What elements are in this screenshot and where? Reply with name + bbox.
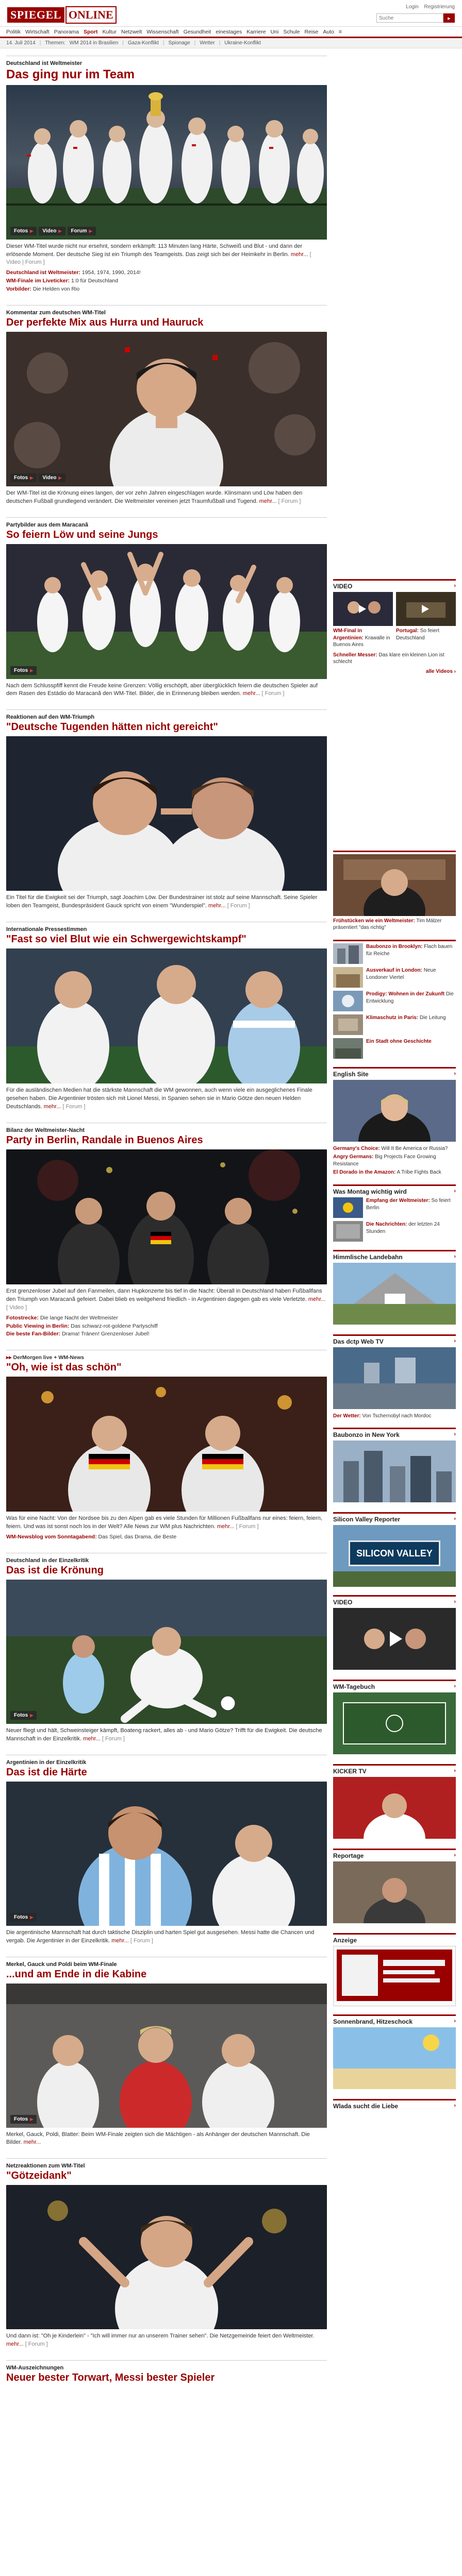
article-teaser: Merkel, Gauck, Poldi, Blatter: Beim WM-Finale zeigten sich die Mächtigen - als Anhänger der deutschen Mannschaft. Die Bilder. mehr... <box>6 2131 310 2146</box>
spiegel-online-logo[interactable] <box>7 6 117 24</box>
article-kicker: Bilanz der Weltmeister-Nacht <box>6 1127 85 1134</box>
sidebar-sonnenbrand <box>333 2014 456 2091</box>
more-link[interactable]: mehr... <box>259 498 277 504</box>
related-link[interactable]: WM-Newsblog vom Sonntagabend: Das Spiel, das Drama, die Beste <box>6 1534 177 1540</box>
nav-item-wirtschaft[interactable]: Wirtschaft <box>25 28 50 35</box>
main-column <box>6 56 327 2395</box>
article-teaser: Was für eine Nacht: Von der Nordsee bis zu den Alpen gab es viele Stunden für Millionen Fußballfans nur eines: feiern, feiern, feiern. Und was ist sonst noch los in der Welt? Alle News zur WM plus Nachrichten. mehr... [ Forum ] <box>6 1515 322 1530</box>
interview-caption[interactable]: Frühstücken wie ein Weltmeister: Tim Mälzer präsentiert "das richtig" <box>333 918 442 930</box>
night-photo[interactable] <box>6 1149 327 1284</box>
team-celebration-photo[interactable] <box>6 85 327 240</box>
related-links <box>6 1314 327 1338</box>
photo-illustration <box>6 85 327 240</box>
related-link[interactable]: Vorbilder: Die Helden von Rio <box>6 285 80 292</box>
menu-icon[interactable]: ≡ <box>338 28 342 35</box>
sidebar-title[interactable]: Baubonzo in New York › <box>333 1431 456 1438</box>
play-icon: ▶ <box>30 1713 34 1718</box>
topics-label: Themen: <box>45 40 65 46</box>
video-teaser[interactable] <box>333 592 393 649</box>
media-buttons <box>10 227 98 235</box>
more-link[interactable]: mehr... <box>111 1937 129 1944</box>
sidebar-webtv <box>333 1334 456 1420</box>
live-icon: ▸▸ <box>6 1354 12 1361</box>
photo-illustration <box>6 1984 327 2128</box>
photos-button[interactable]: Fotos ▶ <box>10 1913 37 1922</box>
article-net-reactions <box>6 2158 327 2349</box>
article-party <box>6 517 327 699</box>
article-kicker: Kommentar zum deutschen WM-Titel <box>6 309 106 316</box>
link-list <box>333 1197 456 1242</box>
article-awards <box>6 2360 327 2384</box>
list-item[interactable]: Die Nachrichten: der letzten 24 Stunden <box>333 1221 456 1242</box>
list-item[interactable]: Ein Stadt ohne Geschichte <box>333 1038 456 1059</box>
reportage-photo[interactable] <box>333 1861 456 1923</box>
sidebar-english <box>333 1067 456 1176</box>
article-headline[interactable]: "Fast so viel Blut wie ein Schwergewichtskampf" <box>6 934 246 945</box>
article-meta[interactable]: [ Forum ] <box>130 1937 153 1944</box>
chevron-right-icon: › <box>454 1188 456 1194</box>
photo-illustration <box>6 2185 327 2329</box>
topic-ukraine[interactable]: Ukraine-Konflikt <box>224 40 261 46</box>
video-photo[interactable] <box>333 1608 456 1670</box>
english-site-photo[interactable] <box>333 1080 456 1142</box>
sub-nav <box>0 38 462 48</box>
sidebar-title[interactable]: Himmlische Landebahn › <box>333 1253 456 1261</box>
sidebar-title[interactable]: Silicon Valley Reporter › <box>333 1516 456 1523</box>
chevron-right-icon: › <box>454 2103 456 2109</box>
separator: | <box>162 40 164 46</box>
article-meta[interactable]: [ Forum ] <box>25 2341 48 2348</box>
silicon-valley-sign: SILICON VALLEY <box>349 1540 440 1566</box>
register-link[interactable]: Registrierung <box>424 4 455 10</box>
article-meta[interactable]: [ Forum ] <box>236 1523 259 1530</box>
list-item[interactable]: Prodigy: Wohnen in der Zukunft Die Entwicklung <box>333 991 456 1011</box>
article-meta[interactable]: [ Video | Forum ] <box>6 251 311 266</box>
separator: | <box>39 40 41 46</box>
video-button[interactable]: Video ▶ <box>39 227 65 235</box>
article-meta[interactable]: [ Forum ] <box>227 903 250 909</box>
chevron-right-icon: › <box>454 1253 456 1260</box>
article-meta[interactable]: [ Video ] <box>6 1304 27 1311</box>
video-button[interactable]: Video ▶ <box>39 473 65 482</box>
chevron-right-icon: › <box>454 1768 456 1774</box>
more-link[interactable]: mehr... <box>308 1296 326 1303</box>
sidebar-title[interactable]: Was Montag wichtig wird › <box>333 1188 456 1195</box>
article-teaser: Ein Titel für die Ewigkeit sei der Triumph, sagt Joachim Löw. Der Bundestrainer ist stolz auf seine Mannschaft. Seine Spieler loben den Teamgeist, Bundespräsident Gauck spricht von einem "Wunderspiel". mehr... [ Forum ] <box>6 894 318 909</box>
related-links <box>6 1533 327 1541</box>
sidebar-title[interactable]: VIDEO › <box>333 1599 456 1606</box>
article-kicker: Merkel, Gauck und Poldi beim WM-Finale <box>6 1961 117 1968</box>
play-icon: ▶ <box>58 228 62 233</box>
landebahn-photo[interactable] <box>333 1263 456 1325</box>
media-buttons <box>10 666 39 675</box>
advertisement[interactable] <box>333 1946 456 2006</box>
interview-photo[interactable] <box>333 854 456 916</box>
list-item[interactable]: Baubonzo in Brooklyn: Flach bauen für Reiche <box>333 943 456 964</box>
wm-tagebuch-photo[interactable] <box>333 1692 456 1754</box>
all-videos-link[interactable]: alle Videos › <box>425 668 456 674</box>
more-link[interactable]: mehr... <box>242 690 260 697</box>
video-caption: Portugal: So feiert Deutschland <box>396 628 439 641</box>
ad-image <box>337 1950 452 2001</box>
topic-wm-2014[interactable]: WM 2014 in Brasilien <box>69 40 119 46</box>
nav-item-gesundheit[interactable]: Gesundheit <box>183 28 211 35</box>
video-teaser[interactable] <box>396 592 456 649</box>
article-press <box>6 922 327 1111</box>
login-link[interactable]: Login <box>406 4 419 10</box>
play-icon: ▶ <box>30 228 34 233</box>
article-kicker: Internationale Pressestimmen <box>6 926 87 933</box>
silicon-valley-photo[interactable] <box>333 1525 456 1587</box>
masthead <box>0 0 462 27</box>
kicker-tv-photo[interactable] <box>333 1777 456 1839</box>
sidebar-title: Anzeige <box>333 1937 357 1944</box>
article-night <box>6 1123 327 1338</box>
photo-illustration <box>6 1149 327 1284</box>
article-teaser: Nach dem Schlusspfiff kennt die Freude keine Grenzen: Völlig erschöpft, aber überglücklich feiern die deutschen Spieler auf dem Rasen des Estádio do Maracanã den WM-Titel. Bilder, die in Erinnerung bleiben werden. mehr... [ Forum ] <box>6 682 318 697</box>
video-thumbnail <box>396 592 456 626</box>
sidebar-title[interactable]: Das dctp Web TV › <box>333 1337 456 1345</box>
article-kicker: Netzreaktionen zum WM-Titel <box>6 2163 85 2170</box>
article-headline[interactable]: ...und am Ende in die Kabine <box>6 1968 147 1980</box>
chevron-right-icon: › <box>454 1683 456 1689</box>
related-link[interactable]: Fotostrecke: Die lange Nacht der Weltmeister <box>6 1314 118 1321</box>
sidebar-was-montag <box>333 1184 456 1242</box>
list-item[interactable]: Ausverkauf in London: Neue Londoner Viertel <box>333 967 456 988</box>
media-buttons <box>10 2115 39 2124</box>
article-teaser: Und dann ist: "Oh je Kinderlein" - "Ich will immer nur an unserem Trainer sehen". Die Netzgemeinde feiert den Weltmeister. mehr... [ Forum ] <box>6 2333 315 2348</box>
sidebar-title[interactable]: KICKER TV › <box>333 1768 456 1775</box>
related-link[interactable]: Die beste Fan-Bilder: Drama! Tränen! Grenzenloser Jubel! <box>6 1331 150 1337</box>
link-list <box>333 943 456 1059</box>
sidebar-interview <box>333 851 456 931</box>
press-photo[interactable] <box>6 948 327 1083</box>
topic-gaza[interactable]: Gaza-Konflikt <box>127 40 159 46</box>
article-merkel-gauck <box>6 1957 327 2147</box>
sidebar-title[interactable]: Sonnenbrand, Hitzeschock › <box>333 2018 456 2025</box>
play-icon: ▶ <box>89 228 92 233</box>
english-caption[interactable]: Angry Germans: Big Projects Face Growing Resistance <box>333 1154 436 1167</box>
photo-illustration <box>6 1580 327 1724</box>
related-links <box>6 269 327 293</box>
sidebar-himmlische-landebahn <box>333 1250 456 1326</box>
nav-item-reise[interactable]: Reise <box>304 28 319 35</box>
photo-illustration <box>6 1377 327 1512</box>
more-link[interactable]: mehr... <box>83 1735 101 1742</box>
article-player-ratings-germany <box>6 1553 327 1743</box>
article-meta[interactable]: [ Forum ] <box>261 690 285 697</box>
main-nav <box>0 27 462 38</box>
article-headline[interactable]: So feiern Löw und seine Jungs <box>6 529 158 540</box>
article-headline[interactable]: Das ging nur im Team <box>6 67 135 81</box>
chevron-right-icon: › <box>454 1516 456 1522</box>
sidebar <box>333 56 456 2118</box>
sidebar-list <box>333 940 456 1059</box>
article-kicker: Deutschland in der Einzelkritik <box>6 1557 89 1564</box>
video-caption: WM-Final in Argentinien: Krawalle in Buenos Aires <box>333 628 390 648</box>
article-teaser: Der WM-Titel ist die Krönung eines langen, der vor zehn Jahren eingeschlagen wurde. Klinsmann und Löw haben den deutschen Fußball grundlegend verändert. Die Weltmeister vereinen jetzt Traumfußball und Tugend. mehr... [ Forum ] <box>6 489 303 504</box>
article-headline[interactable]: "Götzeidank" <box>6 2170 72 2182</box>
sidebar-title[interactable]: Reportage › <box>333 1852 456 1859</box>
more-link[interactable]: mehr... <box>23 2139 41 2146</box>
nav-item-einestages[interactable]: einestages <box>216 28 242 35</box>
ground <box>333 1571 456 1587</box>
photos-button[interactable]: Fotos ▶ <box>10 227 37 235</box>
article-teaser: Für die ausländischen Medien hat die stärkste Mannschaft die WM gewonnen, auch wenn viele ein ausgeglichenes Finale gesehen haben. Die Argentinier trösten sich mit Lionel Messi, in Spanien sehen sie in Mario Götze den neuen Helden Deutschlands. mehr... [ Forum ] <box>6 1087 312 1110</box>
article-headline[interactable]: Das ist die Krönung <box>6 1564 104 1576</box>
play-icon: ▶ <box>58 475 62 480</box>
sidebar-baubonzo <box>333 1428 456 1504</box>
article-headline[interactable]: Neuer bester Torwart, Messi bester Spieler <box>6 2372 215 2384</box>
party-photo[interactable] <box>6 544 327 679</box>
article-lead <box>6 56 327 294</box>
video-thumbnail <box>333 592 393 626</box>
nav-item-uni[interactable]: Uni <box>270 28 279 35</box>
nav-item-auto[interactable]: Auto <box>323 28 334 35</box>
date-label: 14. Juli 2014 <box>6 40 36 46</box>
video-caption[interactable]: Schneller Messer: Das klare ein kleinen Lion ist schlecht <box>333 652 444 665</box>
photos-button[interactable]: Fotos ▶ <box>10 473 37 482</box>
photos-button[interactable]: Fotos ▶ <box>10 2115 37 2124</box>
related-link[interactable]: Public Viewing in Berlin: Das schwarz-rot-goldene Partyschiff <box>6 1323 158 1329</box>
article-commentary <box>6 305 327 506</box>
related-link[interactable]: Deutschland ist Weltmeister: 1954, 1974, 1990, 2014! <box>6 269 141 276</box>
search-button[interactable]: ▸ <box>443 13 455 23</box>
new-york-photo[interactable] <box>333 1440 456 1502</box>
webtv-photo[interactable] <box>333 1347 456 1409</box>
article-headline[interactable]: Party in Berlin, Randale in Buenos Aires <box>6 1134 203 1146</box>
sidebar-title[interactable]: WM-Tagebuch › <box>333 1683 456 1690</box>
english-caption[interactable]: Germany's Choice: Will It Be America or Russia? <box>333 1145 448 1151</box>
play-icon: ▶ <box>30 668 34 673</box>
photo-illustration <box>6 544 327 679</box>
sidebar-reportage <box>333 1849 456 1925</box>
reactions-photo[interactable] <box>6 736 327 891</box>
chevron-right-icon: › <box>454 1337 456 1344</box>
article-kicker: WM-Auszeichnungen <box>6 2365 64 2371</box>
list-item[interactable]: Empfang der Weltmeister: So feiert Berlin <box>333 1197 456 1218</box>
more-link[interactable]: mehr... <box>290 251 308 258</box>
sidebar-wm-tagebuch <box>333 1680 456 1756</box>
nav-item-sport[interactable]: Sport <box>84 28 98 35</box>
sidebar-spacer <box>333 56 456 579</box>
separator: | <box>194 40 196 46</box>
article-teaser: Die argentinische Mannschaft hat durch taktische Disziplin und harten Spiel gut ausgesehen. Messi hatte die Chancen und vergab. Die Argentinier in der Einzelkritik. mehr... [ Forum ] <box>6 1929 315 1944</box>
nav-item-schule[interactable]: Schule <box>283 28 300 35</box>
logo-right: ONLINE <box>65 6 117 24</box>
play-icon: ▶ <box>30 1914 34 1920</box>
article-headline[interactable]: "Oh, wie ist das schön" <box>6 1362 122 1374</box>
article-meta[interactable]: [ Forum ] <box>278 498 301 504</box>
article-kicker: Partybilder aus dem Maracanã <box>6 521 88 528</box>
article-teaser: Erst grenzenloser Jubel auf den Fanmeilen, dann Hupkonzerte bis tief in die Nacht: Überall in Deutschland haben Fußballfans den Triumph von Maracanã gefeiert. Dabei blieb es weitgehend friedlich - in Argentinien dagegen gab es viele Verletzte. mehr... [ Video ] <box>6 1288 326 1311</box>
play-icon: ▶ <box>30 2116 34 2122</box>
article-player-ratings-argentina <box>6 1755 327 1945</box>
article-headline[interactable]: Das ist die Härte <box>6 1766 87 1778</box>
sonnenbrand-photo[interactable] <box>333 2027 456 2089</box>
separator: | <box>219 40 221 46</box>
topic-wetter[interactable]: Wetter <box>200 40 215 46</box>
sidebar-wlada <box>333 2099 456 2110</box>
article-kicker: Deutschland ist Weltmeister <box>6 60 82 66</box>
related-link[interactable]: WM-Finale im Liveticker: 1:0 für Deutschland <box>6 278 119 284</box>
nav-item-karriere[interactable]: Karriere <box>246 28 266 35</box>
sidebar-title[interactable]: Wlada sucht die Liebe › <box>333 2103 456 2110</box>
chevron-right-icon: › <box>454 1431 456 1437</box>
article-kicker: ▸▸ DerMorgen live + WM-News <box>6 1354 84 1361</box>
webtv-caption[interactable]: Der Wetter: Von Tschernobyl nach Mordoc <box>333 1413 432 1419</box>
fans-photo[interactable] <box>6 1377 327 1512</box>
forum-button[interactable]: Forum ▶ <box>68 227 96 235</box>
media-buttons <box>10 473 68 482</box>
nav-item-wissenschaft[interactable]: Wissenschaft <box>146 28 179 35</box>
header-links <box>402 4 455 10</box>
sidebar-kicker-tv <box>333 1764 456 1840</box>
sidebar-video <box>333 579 456 674</box>
nav-item-politik[interactable]: Politik <box>6 28 21 35</box>
chevron-right-icon: › <box>454 1599 456 1605</box>
article-teaser: Dieser WM-Titel wurde nicht nur ersehnt, sondern erkämpft: 113 Minuten lang Härte, Schweiß und Blut - und dann der erlösende Moment. Der deutsche Sieg ist ein Triumph des Teamgeists. Das zeigt sich bei der Heimkehr in Berlin. mehr... [ Video | Forum ] <box>6 243 311 266</box>
photos-button[interactable]: Fotos ▶ <box>10 666 37 675</box>
play-icon: ▶ <box>30 475 34 480</box>
sidebar-title: VIDEO › <box>333 583 456 590</box>
article-kicker: Reaktionen auf den WM-Triumph <box>6 714 95 721</box>
header-search <box>376 13 455 23</box>
article-headline[interactable]: "Deutsche Tugenden hätten nicht gereicht" <box>6 721 218 733</box>
article-headline[interactable]: Der perfekte Mix aus Hurra und Hauruck <box>6 316 204 328</box>
nav-item-kultur[interactable]: Kultur <box>102 28 117 35</box>
logo-left: SPIEGEL <box>7 7 64 23</box>
video-row <box>333 592 456 649</box>
goal-photo[interactable] <box>6 1580 327 1724</box>
media-buttons <box>10 1711 39 1720</box>
photo-illustration <box>6 332 327 486</box>
more-link[interactable]: mehr... <box>208 903 226 909</box>
coach-photo[interactable] <box>6 332 327 486</box>
sidebar-title[interactable]: English Site › <box>333 1070 456 1078</box>
photo-illustration <box>6 948 327 1083</box>
search-input[interactable] <box>376 13 443 23</box>
separator: | <box>122 40 124 46</box>
more-link[interactable]: mehr... <box>217 1523 235 1530</box>
sidebar-video2 <box>333 1595 456 1671</box>
article-meta[interactable]: [ Forum ] <box>62 1104 86 1110</box>
chevron-right-icon: › <box>454 2018 456 2024</box>
article-morning-live <box>6 1350 327 1541</box>
dressing-room-photo[interactable] <box>6 1984 327 2128</box>
topic-spionage[interactable]: Spionage <box>168 40 190 46</box>
sidebar-anzeige <box>333 1933 456 2006</box>
sidebar-silicon-valley <box>333 1512 456 1587</box>
chevron-right-icon: › <box>454 1070 456 1077</box>
article-teaser: Neuer fliegt und hält, Schweinsteiger kämpft, Boateng rackert, alles ab - und Mario Götze? Trifft für die Ewigkeit. Die deutsche Mannschaft in der Einzelkritik. mehr... [ Forum ] <box>6 1727 322 1742</box>
nav-item-panorama[interactable]: Panorama <box>54 28 79 35</box>
article-kicker: Argentinien in der Einzelkritik <box>6 1759 87 1766</box>
english-caption[interactable]: El Dorado in the Amazon: A Tribe Fights Back <box>333 1170 441 1175</box>
article-meta[interactable]: [ Forum ] <box>102 1735 125 1742</box>
more-link[interactable]: mehr... <box>6 2341 24 2348</box>
chevron-right-icon: › <box>454 583 456 589</box>
list-item[interactable]: Klimaschutz in Paris: Die Leitung <box>333 1014 456 1035</box>
more-link[interactable]: mehr... <box>43 1104 61 1110</box>
photos-button[interactable]: Fotos ▶ <box>10 1711 37 1720</box>
article-reactions <box>6 709 327 910</box>
sidebar-spacer <box>333 683 456 851</box>
photo-illustration <box>6 736 327 891</box>
argentina-photo[interactable] <box>6 1782 327 1926</box>
photo-illustration <box>6 1782 327 1926</box>
media-buttons <box>10 1913 39 1922</box>
goetze-photo[interactable] <box>6 2185 327 2329</box>
nav-item-netzwelt[interactable]: Netzwelt <box>121 28 142 35</box>
chevron-right-icon: › <box>454 1852 456 1858</box>
